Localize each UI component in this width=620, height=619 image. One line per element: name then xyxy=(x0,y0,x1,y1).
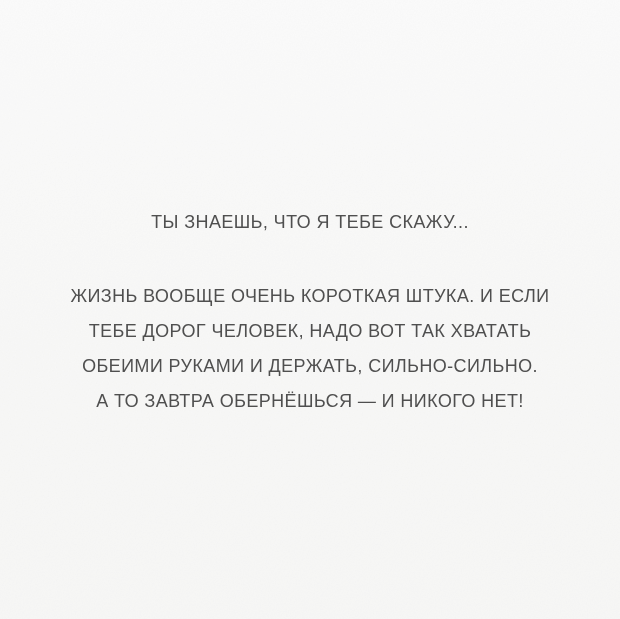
quote-title: ТЫ ЗНАЕШЬ, ЧТО Я ТЕБЕ СКАЖУ... xyxy=(151,212,469,232)
quote-line: А ТО ЗАВТРА ОБЕРНЁШЬСЯ — И НИКОГО НЕТ! xyxy=(96,391,524,411)
quote-line: ЖИЗНЬ ВООБЩЕ ОЧЕНЬ КОРОТКАЯ ШТУКА. И ЕСЛИ xyxy=(70,286,550,306)
quote-line: ОБЕИМИ РУКАМИ И ДЕРЖАТЬ, СИЛЬНО-СИЛЬНО. xyxy=(82,356,538,376)
quote-line: ТЕБЕ ДОРОГ ЧЕЛОВЕК, НАДО ВОТ ТАК ХВАТАТЬ xyxy=(88,321,532,341)
quote-body xyxy=(0,279,620,419)
